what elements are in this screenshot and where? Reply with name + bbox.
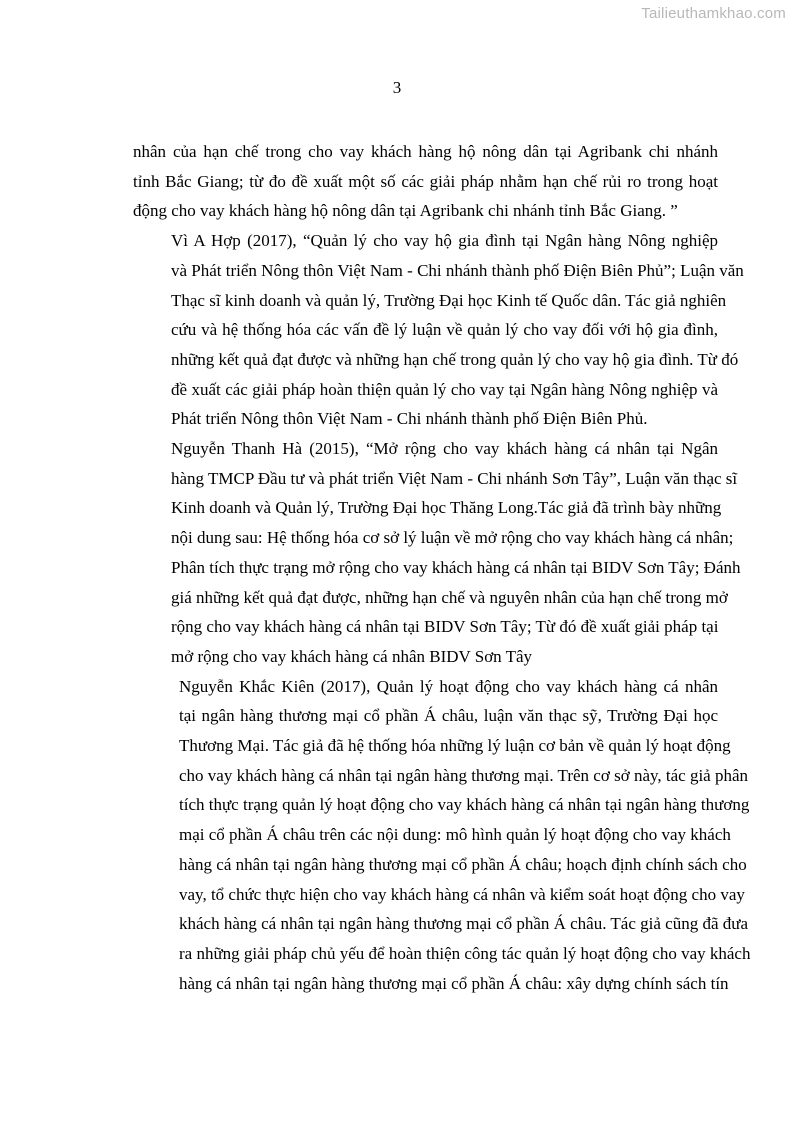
text-line: khách hàng cá nhân tại ngân hàng thương mại cổ phần Á châu. Tác giả cũng đã đưa xyxy=(179,914,749,934)
text-line: những kết quả đạt được và những hạn chế trong quản lý cho vay hộ gia đình. Từ đó xyxy=(171,349,739,369)
text-line: mở rộng cho vay khách hàng cá nhân BIDV Sơn Tây xyxy=(171,646,533,666)
document-body xyxy=(133,137,751,998)
text-line: Nguyễn Khắc Kiên (2017), Quản lý hoạt động cho vay khách hàng cá nhân xyxy=(179,676,718,696)
text-line: đề xuất các giải pháp hoàn thiện quản lý cho vay tại Ngân hàng Nông nghiệp và xyxy=(171,379,718,399)
paragraph-vi-a-hop xyxy=(133,226,744,434)
text-line: tích thực trạng quản lý hoạt động cho vay khách hàng cá nhân tại ngân hàng thương xyxy=(179,795,750,815)
text-line: rộng cho vay khách hàng cá nhân tại BIDV Sơn Tây; Từ đó đề xuất giải pháp tại xyxy=(171,617,719,637)
text-line: động cho vay khách hàng hộ nông dân tại Agribank chi nhánh tỉnh Bắc Giang. ” xyxy=(133,201,678,221)
text-line: Thạc sĩ kinh doanh và quản lý, Trường Đại học Kinh tế Quốc dân. Tác giả nghiên xyxy=(171,290,727,310)
text-line: Phân tích thực trạng mở rộng cho vay khách hàng cá nhân tại BIDV Sơn Tây; Đánh xyxy=(171,557,741,577)
text-line: giá những kết quả đạt được, những hạn chế và nguyên nhân của hạn chế trong mở xyxy=(171,587,728,607)
text-line: nhân của hạn chế trong cho vay khách hàng hộ nông dân tại Agribank chi nhánh xyxy=(133,142,718,161)
text-line: ra những giải pháp chủ yếu để hoàn thiện công tác quản lý hoạt động cho vay khách xyxy=(179,943,751,963)
text-line: Nguyễn Thanh Hà (2015), “Mở rộng cho vay khách hàng cá nhân tại Ngân xyxy=(171,439,718,459)
text-line: Vì A Hợp (2017), “Quản lý cho vay hộ gia đình tại Ngân hàng Nông nghiệp xyxy=(171,231,718,251)
text-line: tại ngân hàng thương mại cổ phần Á châu, luận văn thạc sỹ, Trường Đại học xyxy=(179,706,718,726)
text-line: mại cổ phần Á châu trên các nội dung: mô hình quản lý hoạt động cho vay khách xyxy=(179,825,731,845)
text-line: hàng cá nhân tại ngân hàng thương mại cổ phần Á châu; hoạch định chính sách cho xyxy=(179,854,747,874)
text-line: tỉnh Bắc Giang; từ đo đề xuất một số các giải pháp nhằm hạn chế rủi ro trong hoạt xyxy=(133,171,718,191)
paragraph-nguyen-thanh-ha xyxy=(133,434,741,672)
text-line: hàng TMCP Đầu tư và phát triển Việt Nam - Chi nhánh Sơn Tây”, Luận văn thạc sĩ xyxy=(171,468,738,488)
paragraph-continuation xyxy=(133,137,718,226)
text-line: cứu và hệ thống hóa các vấn đề lý luận về quản lý cho vay đối với hộ gia đình, xyxy=(171,320,718,340)
text-line: vay, tổ chức thực hiện cho vay khách hàng cá nhân và kiểm soát hoạt động cho vay xyxy=(179,884,745,904)
text-line: Phát triển Nông thôn Việt Nam - Chi nhánh thành phố Điện Biên Phủ. xyxy=(171,409,648,429)
text-line: Kinh doanh và Quản lý, Trường Đại học Thăng Long.Tác giả đã trình bày những xyxy=(171,498,722,518)
watermark: Tailieuthamkhao.com xyxy=(641,5,786,22)
page-number: 3 xyxy=(392,78,402,97)
text-line: cho vay khách hàng cá nhân tại ngân hàng thương mại. Trên cơ sở này, tác giả phân xyxy=(179,765,749,785)
paragraph-nguyen-khac-kien xyxy=(133,672,751,999)
text-line: Thương Mại. Tác giả đã hệ thống hóa những lý luận cơ bản về quản lý hoạt động xyxy=(179,736,731,756)
text-line: và Phát triển Nông thôn Việt Nam - Chi nhánh thành phố Điện Biên Phủ”; Luận văn xyxy=(171,260,744,280)
text-line: nội dung sau: Hệ thống hóa cơ sở lý luận về mở rộng cho vay khách hàng cá nhân; xyxy=(171,528,734,548)
text-line: hàng cá nhân tại ngân hàng thương mại cổ phần Á châu: xây dựng chính sách tín xyxy=(179,973,729,993)
